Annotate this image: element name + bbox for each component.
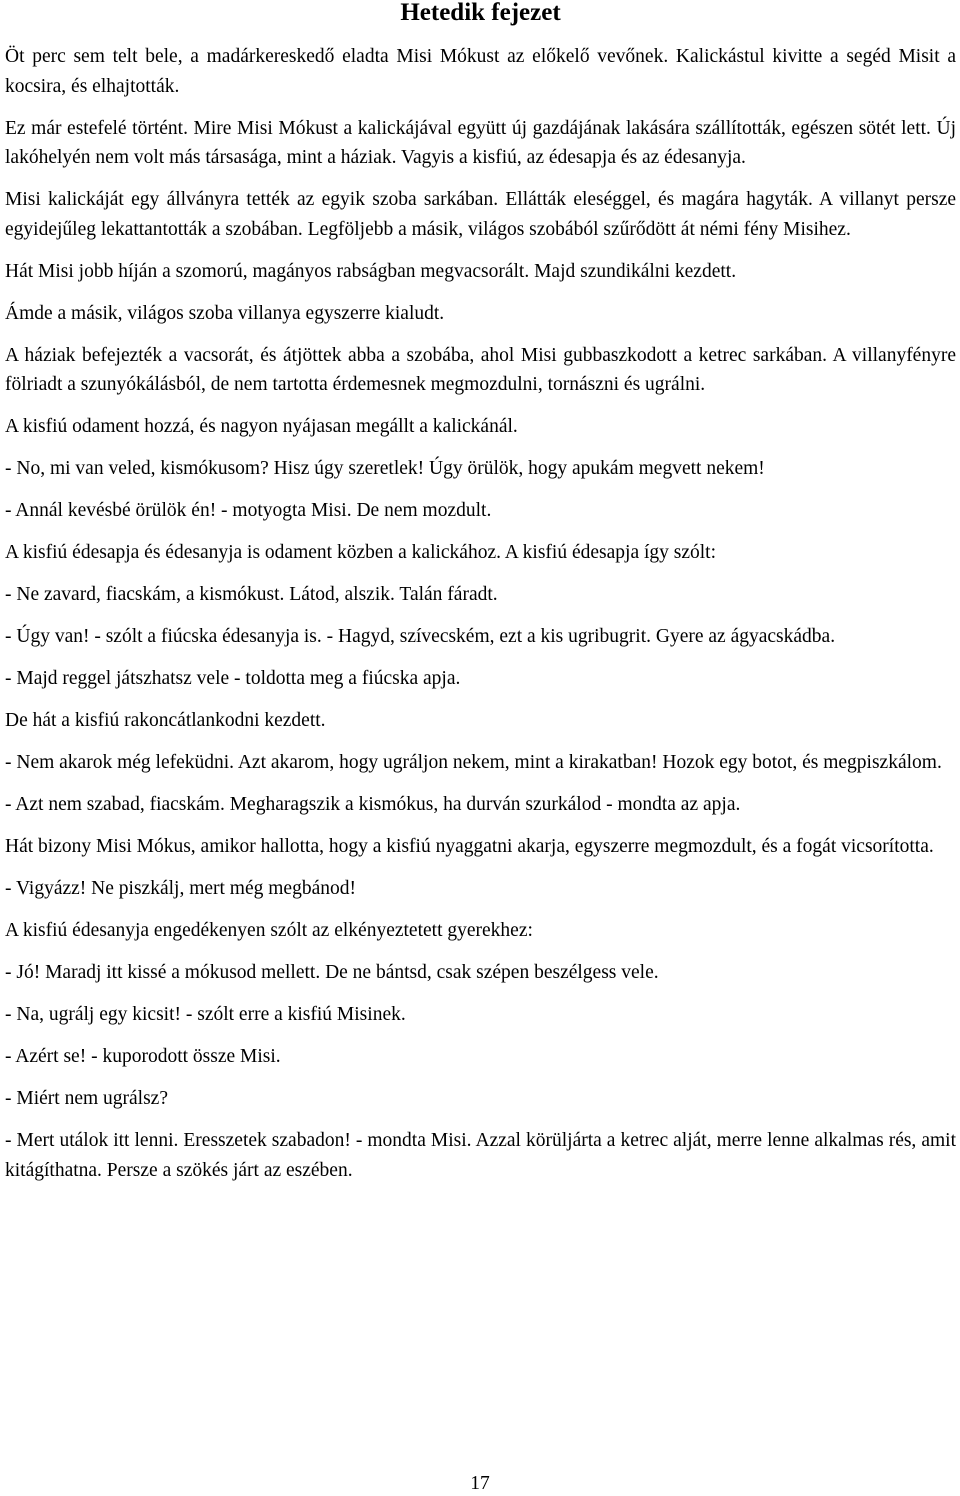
paragraph: Hát bizony Misi Mókus, amikor hallotta, hogy a kisfiú nyaggatni akarja, egyszerre megmozdult, és a fogát vicsorította. (5, 836, 934, 857)
paragraph: Misi kalickáját egy állványra tették az egyik szoba sarkában. Ellátták eleséggel, és magára hagyták. A villanyt persze egyidejűleg lekattantották a szobában. Legföljebb a másik, világos szobából szűrődött át némi fény Misihez. (5, 189, 956, 240)
paragraph: - Úgy van! - szólt a fiúcska édesanyja is. - Hagyd, szívecském, ezt a kis ugribugrit. Gyere az ágyacskádba. (5, 626, 836, 647)
paragraph: - Annál kevésbé örülök én! - motyogta Misi. De nem mozdult. (5, 500, 492, 521)
paragraph: Ámde a másik, világos szoba villanya egyszerre kialudt. (5, 302, 445, 324)
paragraph: Hát Misi jobb híján a szomorú, magányos rabságban megvacsorált. Majd szundikálni kezdett. (5, 260, 737, 282)
paragraph: - Vigyázz! Ne piszkálj, mert még megbánod! (5, 878, 356, 899)
paragraph: - Miért nem ugrálsz? (5, 1088, 168, 1109)
paragraph: Ez már estefelé történt. Mire Misi Mókust a kalickájával együtt új gazdájának lakására szállították, egészen sötét lett. Új lakóhelyén nem volt más társasága, mint a háziak. Vagyis a kisfiú, az édesapja és az édesanyja. (5, 117, 956, 168)
paragraph: Öt perc sem telt bele, a madárkereskedő eladta Misi Mókust az előkelő vevőnek. Kalickástul kivitte a segéd Misit a kocsira, és elhajtották. (5, 46, 956, 97)
paragraph: - Azért se! - kuporodott össze Misi. (5, 1046, 281, 1067)
paragraph: - Mert utálok itt lenni. Eresszetek szabadon! - mondta Misi. Azzal körüljárta a ketrec alját, merre lenne alkalmas rés, amit kitágíthatna. Persze a szökés járt az eszében. (5, 1130, 956, 1181)
paragraph: A kisfiú édesapja és édesanyja is odament közben a kalickához. A kisfiú édesapja így szólt: (5, 542, 717, 563)
page-number: 17 (470, 1473, 490, 1494)
paragraph: De hát a kisfiú rakoncátlankodni kezdett. (5, 710, 326, 731)
paragraph: A kisfiú odament hozzá, és nagyon nyájasan megállt a kalickánál. (5, 416, 518, 437)
paragraph: - Nem akarok még lefeküdni. Azt akarom, hogy ugráljon nekem, mint a kirakatban! Hozok egy botot, és megpiszkálom. (5, 752, 942, 773)
paragraph: A háziak befejezték a vacsorát, és átjöttek abba a szobába, ahol Misi gubbaszkodott a ketrec sarkában. A villanyfényre fölriadt a szunyókálásból, de nem tartotta érdemesnek megmozdulni, tornászni és ugrálni. (5, 344, 956, 395)
paragraph: - Ne zavard, fiacskám, a kismókust. Látod, alszik. Talán fáradt. (5, 584, 498, 605)
paragraph: - Jó! Maradj itt kissé a mókusod mellett. De ne bántsd, csak szépen beszélgess vele. (5, 962, 659, 983)
chapter-title: Hetedik fejezet (400, 0, 561, 26)
body-text (5, 42, 956, 1185)
paragraph: - Azt nem szabad, fiacskám. Megharagszik a kismókus, ha durván szurkálod - mondta az apja. (5, 794, 741, 815)
paragraph: - No, mi van veled, kismókusom? Hisz úgy szeretlek! Úgy örülök, hogy apukám megvett nekem! (5, 458, 765, 479)
paragraph: - Na, ugrálj egy kicsit! - szólt erre a kisfiú Misinek. (5, 1004, 406, 1025)
paragraph: - Majd reggel játszhatsz vele - toldotta meg a fiúcska apja. (5, 668, 461, 689)
paragraph: A kisfiú édesanyja engedékenyen szólt az elkényeztetett gyerekhez: (5, 920, 533, 941)
